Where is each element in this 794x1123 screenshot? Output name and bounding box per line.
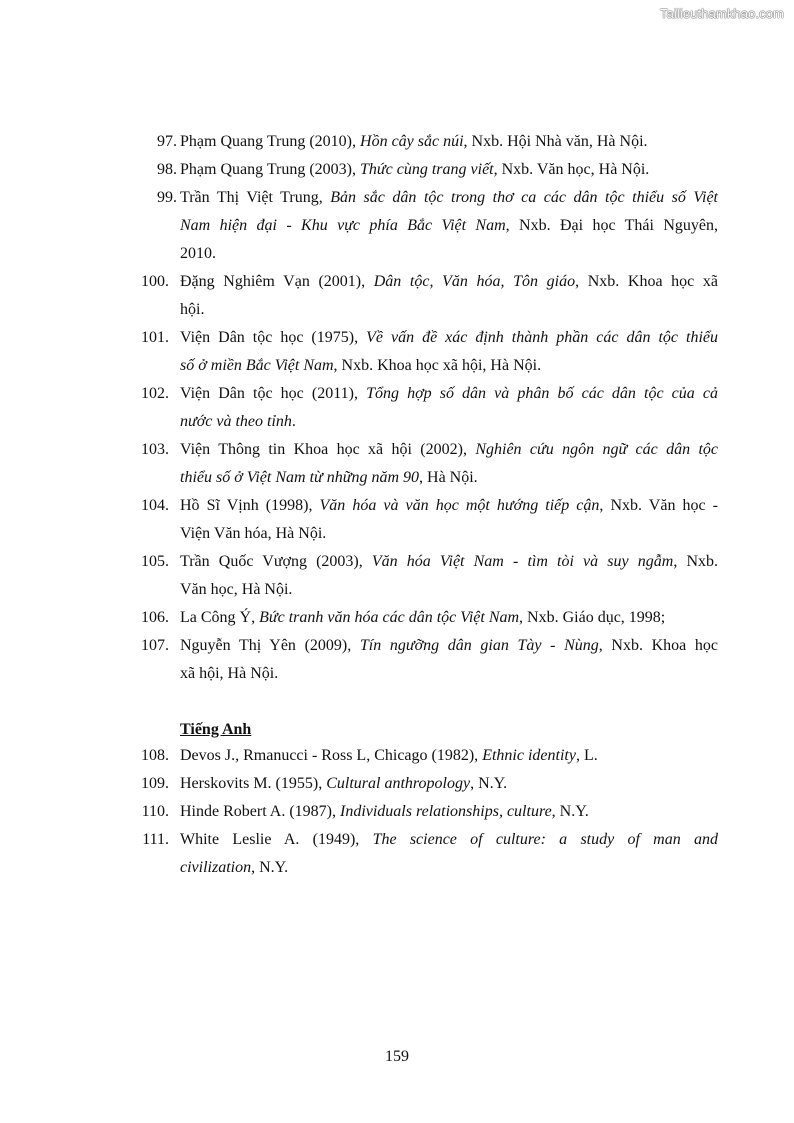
reference-number: 107. [141,637,169,654]
references-vietnamese [0,128,794,688]
reference-line [180,212,718,240]
reference-line [180,854,718,882]
reference-segment: , Nxb. [673,553,718,570]
reference-segment: xã hội, Hà Nội. [180,665,279,682]
page-number: 159 [385,1048,409,1065]
reference-title: Văn hóa Việt Nam - tìm tòi và suy ngẫm [371,553,674,570]
reference-line [180,576,718,604]
reference-line [180,240,718,268]
reference-line [180,408,718,436]
reference-line [180,548,718,576]
reference-entry [0,604,794,632]
reference-number: 111. [142,831,169,848]
reference-entry [0,770,794,798]
reference-number: 100. [141,273,169,290]
reference-title: Văn hóa và văn học một hướng tiếp cận [319,497,600,514]
reference-line [180,156,718,184]
reference-entry [0,632,794,688]
reference-text [180,128,718,156]
reference-line [180,128,718,156]
reference-number: 109. [141,775,169,792]
reference-entry [0,128,794,156]
reference-segment: , Hà Nội. [419,469,478,486]
reference-line [180,660,718,688]
reference-title: Dân tộc, Văn hóa, Tôn giáo [373,273,576,290]
reference-segment: Viện Dân tộc học (1975), [180,329,367,346]
reference-text [180,184,718,268]
reference-line [180,380,718,408]
reference-line [180,436,718,464]
reference-segment: Văn học, Hà Nội. [180,581,293,598]
reference-segment: Devos J., Rmanucci - Ross L, Chicago (1982), [180,747,483,764]
reference-title: Về vấn đề xác định thành phần các dân tộc thiểu [366,329,718,346]
reference-number: 101. [141,329,169,346]
reference-number: 97. [157,133,177,150]
reference-number: 103. [141,441,169,458]
reference-title: Ethnic identity [482,747,576,764]
reference-line [180,492,718,520]
reference-segment: , L. [575,747,598,764]
reference-title: Cultural anthropology [326,775,471,792]
reference-segment: , Nxb. Đại học Thái Nguyên, [505,217,718,234]
reference-text [180,632,718,688]
reference-text [180,436,718,492]
reference-entry [0,742,794,770]
reference-segment: , Nxb. Hội Nhà văn, Hà Nội. [463,133,648,150]
reference-line [180,742,718,770]
reference-entry [0,798,794,826]
reference-segment: , N.Y. [551,803,589,820]
reference-segment: , N.Y. [251,859,289,876]
reference-title: Nghiên cứu ngôn ngữ các dân tộc [475,441,718,458]
reference-segment: Trần Quốc Vượng (2003), [180,553,372,570]
reference-segment: Viện Thông tin Khoa học xã hội (2002), [180,441,476,458]
reference-segment: hội. [180,301,205,318]
reference-entry [0,826,794,882]
reference-segment: Phạm Quang Trung (2010), [180,133,361,150]
section-title-english: Tiếng Anh [180,721,252,738]
reference-text [180,826,718,882]
reference-line [180,826,718,854]
reference-title: Bản sắc dân tộc trong thơ ca các dân tộc thiểu số Việt [330,189,718,206]
reference-entry [0,268,794,324]
reference-segment: 2010. [180,245,216,262]
reference-segment: , Nxb. Văn học - [599,497,718,514]
reference-text [180,492,718,548]
watermark-text: Tailieuthamkhao.com [659,6,784,21]
reference-segment: Đặng Nghiêm Vạn (2001), [180,273,374,290]
reference-title: Thức cùng trang viết [360,161,494,178]
reference-number: 110. [141,803,169,820]
reference-segment: Viện Dân tộc học (2011), [180,385,367,402]
reference-line [180,632,718,660]
reference-segment: , Nxb. Văn học, Hà Nội. [493,161,650,178]
reference-line [180,296,718,324]
reference-line [180,268,718,296]
reference-title: The science of culture: a study of man and [372,831,718,848]
reference-title: Nam hiện đại - Khu vực phía Bắc Việt Nam [180,217,506,234]
reference-segment: , Nxb. Khoa học xã hội, Hà Nội. [333,357,542,374]
reference-title: Bức tranh văn hóa các dân tộc Việt Nam [259,609,520,626]
reference-number: 106. [141,609,169,626]
reference-segment: La Công Ý, [180,609,260,626]
reference-text [180,742,718,770]
reference-line [180,798,718,826]
reference-text [180,604,718,632]
reference-entry [0,548,794,604]
reference-segment: Hồ Sĩ Vịnh (1998), [180,497,320,514]
reference-text [180,548,718,604]
reference-segment: Hinde Robert A. (1987), [180,803,340,820]
reference-segment: , Nxb. Giáo dục, 1998; [519,609,666,626]
reference-text [180,770,718,798]
reference-segment: . [291,413,296,430]
reference-text [180,380,718,436]
reference-title: Hồn cây sắc núi [360,133,464,150]
reference-segment: , Nxb. Khoa học [598,637,719,654]
reference-title: Tín ngưỡng dân gian Tày - Nùng [359,637,599,654]
reference-segment: , Nxb. Khoa học xã [575,273,718,290]
reference-number: 98. [157,161,177,178]
reference-entry [0,436,794,492]
reference-line [180,324,718,352]
references-english [0,742,794,882]
reference-number: 105. [141,553,169,570]
reference-number: 108. [141,747,169,764]
reference-line [180,770,718,798]
reference-entry [0,380,794,436]
reference-number: 104. [141,497,169,514]
reference-segment: White Leslie A. (1949), [180,831,373,848]
reference-title: nước và theo tỉnh [180,413,292,430]
reference-line [180,520,718,548]
reference-title: civilization [180,859,252,876]
reference-title: số ở miền Bắc Việt Nam [180,357,334,374]
reference-segment: Trần Thị Việt Trung, [180,189,331,206]
reference-segment: Herskovits M. (1955), [180,775,327,792]
reference-number: 102. [141,385,169,402]
reference-segment: Viện Văn hóa, Hà Nội. [180,525,327,542]
reference-line [180,464,718,492]
reference-text [180,324,718,380]
reference-segment: Nguyễn Thị Yên (2009), [180,637,360,654]
reference-text [180,268,718,324]
reference-segment: Phạm Quang Trung (2003), [180,161,361,178]
reference-segment: , N.Y. [470,775,508,792]
reference-entry [0,184,794,268]
reference-entry [0,156,794,184]
reference-entry [0,324,794,380]
reference-title: Tổng hợp số dân và phân bố các dân tộc của cả [366,385,718,402]
reference-title: thiểu số ở Việt Nam từ những năm 90 [180,469,420,486]
reference-text [180,798,718,826]
reference-entry [0,492,794,548]
reference-number: 99. [157,189,177,206]
reference-title: Individuals relationships, culture [339,803,552,820]
reference-line [180,352,718,380]
reference-line [180,604,718,632]
reference-line [180,184,718,212]
reference-text [180,156,718,184]
